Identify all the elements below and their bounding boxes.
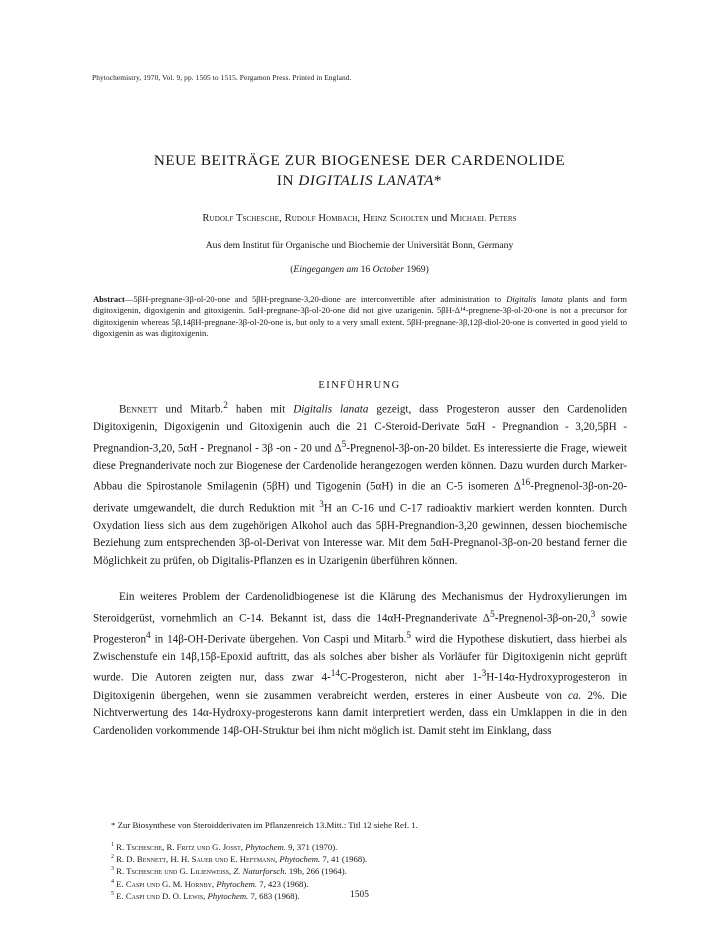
title-prefix: IN [276,172,299,189]
received-month: October [372,264,404,275]
ref-num: 2 [111,854,114,861]
journal-header: Phytochemistry, 1970, Vol. 9, pp. 1505 to 1515. Pergamon Press. Printed in England. [92,73,352,82]
ref-authors: R. Tschesche und G. Lilienweiss, [116,866,234,877]
reference-item [111,852,651,864]
p1-author: Bennett [119,403,158,416]
p1-sup4: 3 [319,499,324,510]
p1-a: und Mitarb. [157,403,224,416]
abstract-text-1: 5βH-pregnane-3β-ol-20-one and 5βH-pregnane-3,20-dione are interconvertible after administration to [133,294,507,304]
p1-sup2: 5 [341,439,347,450]
ref-rest: 9, 371 (1970). [285,841,338,852]
abstract [93,294,627,339]
p2-h: 2%. Die Nichtverwertung des 14α-Hydroxy-progesterons kann damit interpretiert werden, dass ein Umklappen in die in den Cardenoliden vorkommende 14β-OH-Struktur bei ihm nicht möglich ist. Damit steht im Einklang, dass [93,689,627,737]
title-line-2 [40,171,679,191]
body-paragraph-2 [93,589,627,740]
ref-rest: 7, 423 (1968). [257,878,309,889]
ref-rest: 7, 683 (1968). [248,890,300,901]
p1-e: -Pregnenol-3β-on-20-derivate umgewandelt, die durch Reduktion mit [93,481,627,515]
p2-d: in 14β-OH-Derivate übergehen. Von Caspi und Mitarb. [150,633,407,646]
ref-rest: 7, 41 (1968). [320,854,368,865]
title-italic: DIGITALIS LANATA [298,172,434,189]
p2-sup1: 5 [490,609,495,620]
p2-sup5: 14 [330,669,340,680]
abstract-dash: — [124,294,134,304]
institute-line: Aus dem Institut für Organische und Biochemie der Universität Bonn, Germany [205,240,514,251]
authors-last: Michael Peters [450,213,517,224]
p2-b: -Pregnenol-3β-on-20, [494,612,591,625]
ref-journal: Phytochem. [245,841,286,852]
p1-d: -Pregnenol-3β-on-20 bildet. Es interessierte die Frage, wieweit diese Pregnanderivate noch zur Biogenese der Cardenolide herangezogen werden können. Dazu wurden durch Marker-Abbau die Spirostanole Smilagenin (5βH) und Tigogenin (5αH) in die an C-5 isomeren Δ [93,442,627,494]
received-year: 1969) [404,264,429,275]
p1-b: haben mit [227,403,294,416]
title-star: * [433,172,443,189]
p2-e: wird die Hypothese diskutiert, dass hierbei als Zwischenstufe ein 14β,15β-Epoxid auftritt, das als solches aber bisher als Vorläufer für Digitoxigenin nicht geprüft wurde. Die Autoren zeigten nur, dass zwar 4- [93,633,627,685]
p2-sup3: 4 [146,630,151,641]
ref-authors: E. Caspi und D. O. Lewis, [116,890,208,901]
authors-first: Rudolf Tschesche, Rudolf Hombach, Heinz Scholten [202,213,429,224]
p2-c: sowie Progesteron [93,612,627,646]
p1-sup1: 2 [223,401,228,411]
ref-num: 1 [111,842,114,848]
ref-num: 5 [111,890,114,897]
ref-journal: Z. Naturforsch. [233,866,287,877]
abstract-text-2: plants and form digitoxigenin, digoxigenin and gitoxigenin. 5αH-pregnane-3β-ol-20-one did not give uzarigenin. 5βH-Δ¹⁴-pregnene-3β-ol-20-one is not a precursor for digitoxigenin whereas 5β,14βH-pregnane-3β-ol-20-one is, but only to a very small extent. 5βH-pregnane-3β,12β-diol-20-one is converted in good yield to digoxigenin as was digitoxigenin. [93,294,627,338]
p2-italic: ca. [568,689,582,702]
p2-g: H-14α-Hydroxyprogesteron in Digitoxigenin übergehen, wenn sie zusammen verabreicht werden, ersteres in einer Ausbeute von [93,672,627,702]
ref-authors: R. D. Bennett, H. H. Sauer und E. Heftmann, [116,854,280,865]
ref-rest: 19b, 266 (1964). [286,866,347,877]
received-line [20,264,699,275]
p2-f: C-Progesteron, nicht aber 1- [340,672,482,685]
page-number: 1505 [350,890,369,900]
ref-num: 4 [111,878,114,885]
received-open: ( [290,264,294,275]
abstract-italic: Digitalis lanata [506,294,563,304]
ref-num: 3 [111,866,114,873]
ref-journal: Phytochem. [279,854,321,865]
reference-item [111,877,651,889]
p1-f: H an C-16 und C-17 radioaktiv markiert werden konnten. Durch Oxydation liess sich aus dem zugehörigen Alkohol auch das 5βH-Pregnandion-3,20 gewinnen, dessen biochemische Beziehung zum entsprechenden 3β-ol-Derivat von Interesse war. Mit dem 5αH-Pregnanol-3β-on-20 bestand ferner die Möglichkeit zu prüfen, ob Digitalis-Pflanzen es in Uzarigenin überführen können. [93,502,627,567]
reference-item [111,840,651,852]
section-heading: EINFÜHRUNG [318,380,401,391]
ref-authors: E. Caspi und G. M. Hornby, [116,878,217,889]
p1-sup3: 16 [520,478,531,489]
ref-authors: R. Tschesche, R. Fritz und G. Josst, [116,841,246,852]
footnote-star: * Zur Biosynthese von Steroidderivaten im Pflanzenreich 13.Mitt.: Titl 12 siehe Ref. 1. [111,820,418,830]
author-line [20,213,699,224]
body-paragraph-1 [93,398,627,570]
p1-italic: Digitalis lanata [293,403,369,416]
abstract-label: Abstract [93,294,125,304]
reference-item [111,864,651,876]
received-day: 16 [358,264,373,275]
received-label: Eingegangen am [293,264,359,275]
ref-journal: Phytochem. [207,890,249,901]
p2-sup4: 5 [406,630,412,641]
title-line-1: NEUE BEITRÄGE ZUR BIOGENESE DER CARDENOLIDE [153,152,566,169]
ref-journal: Phytochem. [216,878,258,889]
p2-sup2: 3 [590,609,596,620]
authors-und: und [428,213,451,224]
p1-c: gezeigt, dass Progesteron ausser den Cardenoliden Digitoxigenin, Digoxigenin und Gitoxigenin auch die 21 C-Steroid-Derivate 5αH - Pregnandion - 3,20,5βH - Pregnandion-3,20, 5αH - Pregnanol - 3β -on - 20 und Δ [93,403,627,455]
p2-sup6: 3 [481,669,487,680]
p2-a: Ein weiteres Problem der Cardenolidbiogenese ist die Klärung des Mechanismus der Hydroxylierungen im Steroidgerüst, vornehmlich an C-14. Bekannt ist, dass die 14αH-Pregnanderivate Δ [93,591,627,625]
